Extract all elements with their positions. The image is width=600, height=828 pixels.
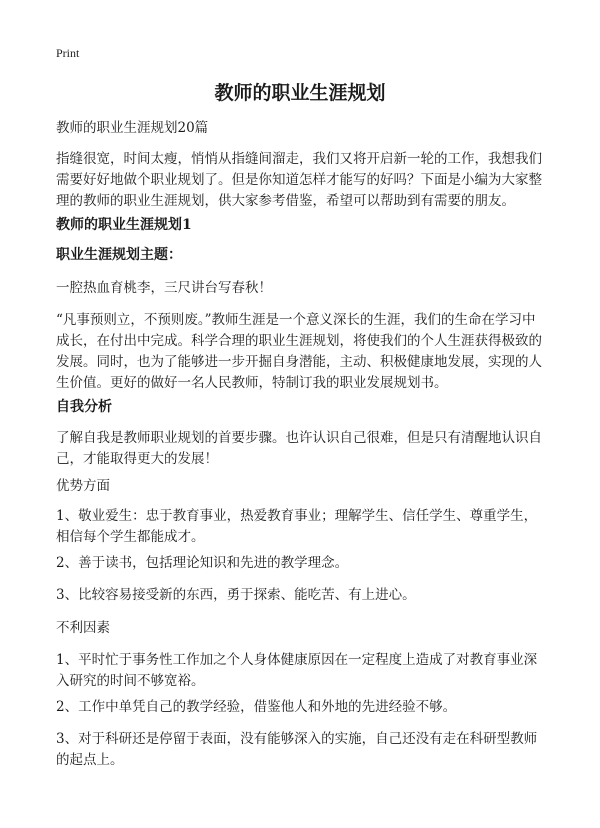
self-analysis-paragraph: 了解自我是教师职业规划的首要步骤。也许认识自己很难，但是只有清醒地认识自己，才能取得更大的发展！ <box>56 430 542 467</box>
intro-paragraph: 指缝很宽，时间太瘦，悄悄从指缝间溜走，我们又将开启新一轮的工作，我想我们需要好好地做个职业规划了。但是你知道怎样才能写的好吗？下面是小编为大家整理的教师的职业生涯规划，供大家参考借鉴，希望可以帮助到有需要的朋友。 <box>56 151 542 209</box>
page-title: 教师的职业生涯规划 <box>214 82 386 104</box>
preface-paragraph: “凡事预则立，不预则废。”教师生涯是一个意义深长的生涯，我们的生命在学习中成长，在付出中完成。科学合理的职业生涯规划，将使我们的个人生涯获得极致的发展。同时，也为了能够进一步开掘自身潜能，主动、积极健康地发展，实现的人生价值。更好的做好一名人民教师，特制订我的职业发展规划书。 <box>56 312 542 391</box>
document-subtitle: 教师的职业生涯规划20篇 <box>56 120 209 136</box>
strengths-label: 优势方面 <box>56 478 110 494</box>
theme-heading: 职业生涯规划主题： <box>56 247 182 263</box>
list-item: 2、工作中单凭自己的教学经验，借鉴他人和外地的先进经验不够。 <box>56 699 457 715</box>
list-item: 3、对于科研还是停留于表面，没有能够深入的实施，自己还没有走在科研型教师的起点上。 <box>56 731 538 768</box>
list-item: 2、善于读书，包括理论知识和先进的教学理念。 <box>56 555 349 571</box>
print-link[interactable]: Print <box>56 46 80 60</box>
section-heading: 教师的职业生涯规划1 <box>56 217 192 233</box>
self-analysis-heading: 自我分析 <box>56 399 112 415</box>
weaknesses-label: 不利因素 <box>56 620 110 636</box>
list-item: 1、敬业爱生：忠于教育事业，热爱教育事业；理解学生、信任学生、尊重学生，相信每个学生都能成才。 <box>56 508 538 545</box>
list-item: 3、比较容易接受新的东西，勇于探索、能吃苦、有上进心。 <box>56 587 416 603</box>
list-item: 1、平时忙于事务性工作加之个人身体健康原因在一定程度上造成了对教育事业深入研究的时间不够宽裕。 <box>56 652 538 689</box>
theme-text: 一腔热血育桃李，三尺讲台写春秋！ <box>56 280 272 296</box>
